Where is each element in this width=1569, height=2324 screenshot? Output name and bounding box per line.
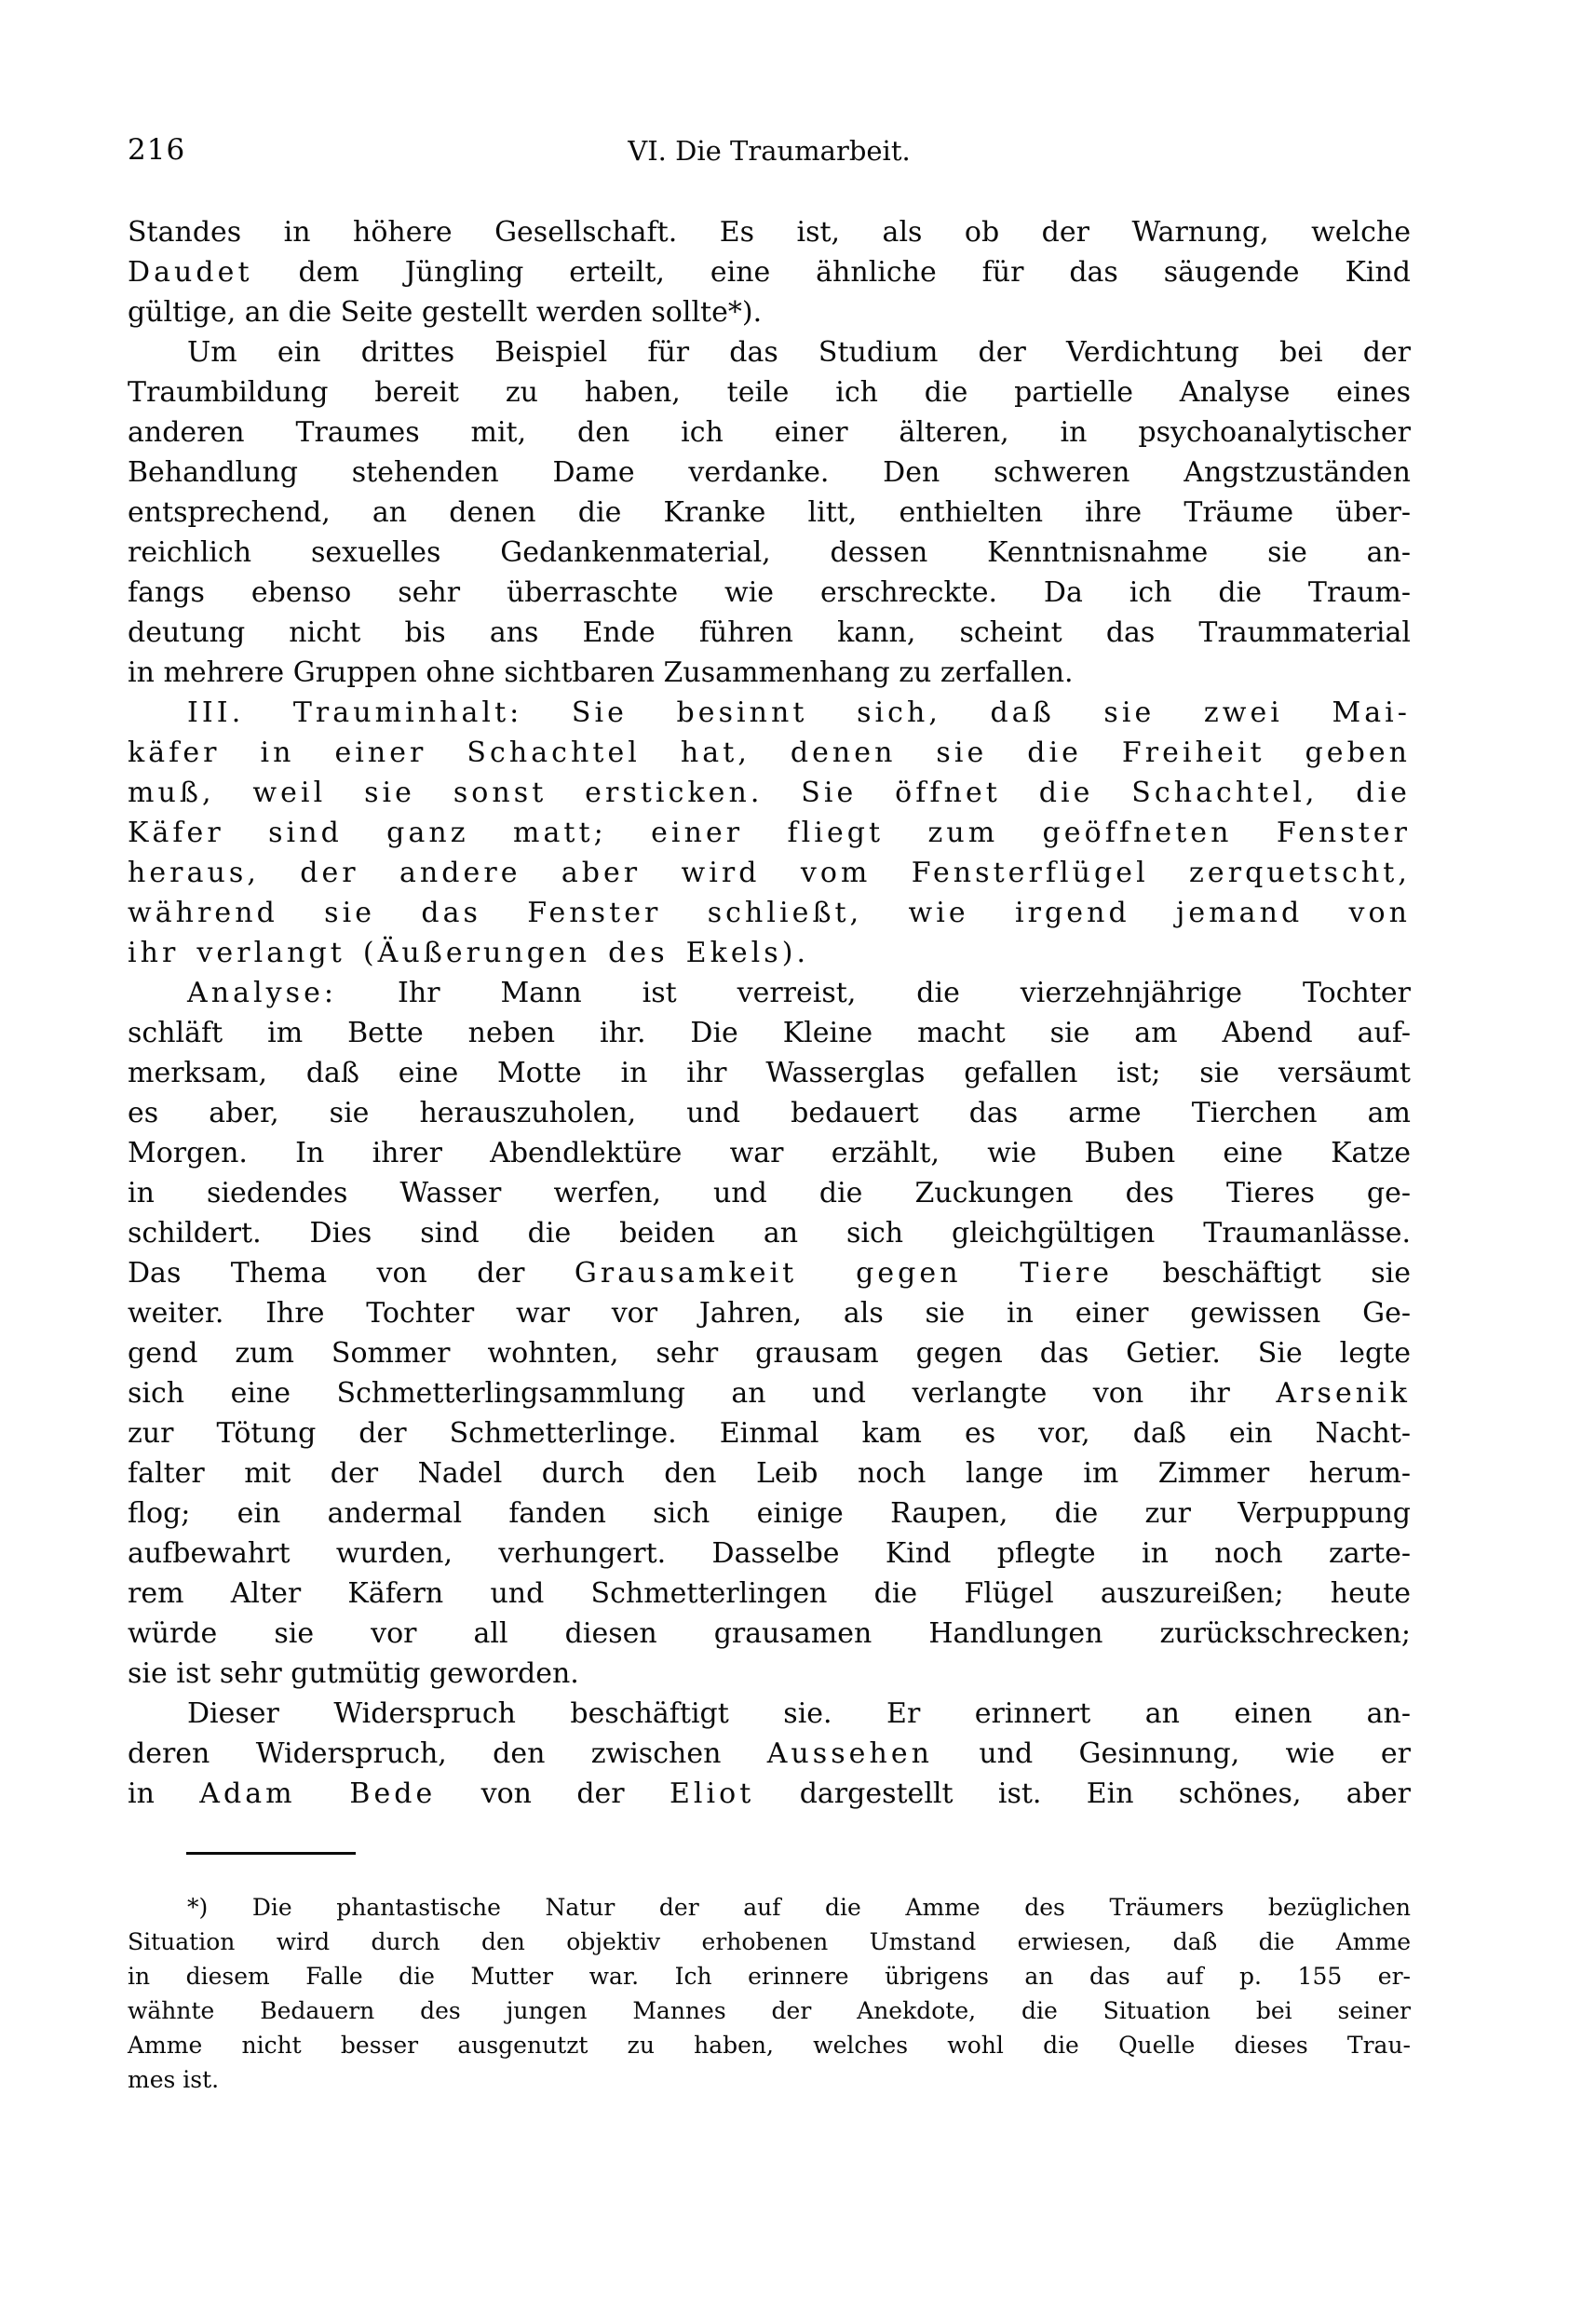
letterspaced-text-segment: III. Trauminhalt: Sie besinnt sich, daß sie zwei Mai- <box>187 696 1411 729</box>
footnote-separator <box>186 1852 356 1855</box>
text-segment: Morgen. In ihrer Abendlektüre war erzählt, wie Buben eine Katze <box>128 1137 1411 1169</box>
letterspaced-text-segment: Analyse: <box>187 977 338 1009</box>
text-line <box>128 252 1411 292</box>
text-segment: beschäftigt sie <box>1113 1257 1411 1290</box>
letterspaced-text-segment: Aussehen <box>766 1737 934 1770</box>
text-line <box>128 1133 1411 1173</box>
text-segment: und Gesinnung, wie er <box>933 1737 1411 1770</box>
text-line <box>128 212 1411 252</box>
text-segment: Behandlung stehenden Dame verdanke. Den schweren Angstzuständen <box>128 456 1411 489</box>
text-line <box>128 1654 1411 1694</box>
text-segment: gend zum Sommer wohnten, sehr grausam gegen das Getier. Sie legte <box>128 1337 1411 1370</box>
letterspaced-text-segment: Käfer sind ganz matt; einer fliegt zum geöffneten Fenster <box>128 817 1411 849</box>
text-line <box>128 493 1411 533</box>
text-line <box>128 613 1411 653</box>
text-line <box>128 693 1411 733</box>
text-segment: anderen Traumes mit, den ich einer älteren, in psychoanalytischer <box>128 416 1411 449</box>
letterspaced-text-segment: ihr verlangt (Äußerungen des Ekels). <box>128 937 810 969</box>
text-segment: Ihr Mann ist verreist, die vierzehnjährige Tochter <box>337 977 1411 1009</box>
text-line <box>128 733 1411 773</box>
text-segment: aufbewahrt wurden, verhungert. Dasselbe Kind pflegte in noch zarte- <box>128 1537 1411 1570</box>
text-line <box>128 1333 1411 1373</box>
letterspaced-text-segment: muß, weil sie sonst ersticken. Sie öffnet die Schachtel, die <box>128 777 1411 809</box>
text-segment: merksam, daß eine Motte in ihr Wasserglas gefallen ist; sie versäumt <box>128 1057 1411 1089</box>
text-segment: in diesem Falle die Mutter war. Ich erinnere übrigens an das auf p. 155 er- <box>128 1963 1411 1990</box>
text-line <box>128 653 1411 693</box>
text-line <box>128 1013 1411 1053</box>
text-segment: würde sie vor all diesen grausamen Handlungen zurückschrecken; <box>128 1617 1411 1650</box>
text-segment: flog; ein andermal fanden sich einige Raupen, die zur Verpuppung <box>128 1497 1411 1530</box>
text-segment: Standes in höhere Gesellschaft. Es ist, als ob der Warnung, welche <box>128 216 1411 249</box>
letterspaced-text-segment: während sie das Fenster schließt, wie irgend jemand von <box>128 897 1411 929</box>
text-line <box>128 1253 1411 1293</box>
letterspaced-text-segment: heraus, der andere aber wird vom Fensterflügel zerquetscht, <box>128 857 1411 889</box>
text-segment: von der <box>436 1777 670 1810</box>
text-line <box>128 1093 1411 1133</box>
text-line <box>128 973 1411 1013</box>
text-line <box>128 1774 1411 1814</box>
text-segment: *) Die phantastische Natur der auf die Amme des Träumers bezüglichen <box>187 1894 1411 1921</box>
text-line <box>128 933 1411 973</box>
text-segment: rem Alter Käfern und Schmetterlingen die Flügel auszureißen; heute <box>128 1577 1411 1610</box>
text-segment: Situation wird durch den objektiv erhobenen Umstand erwiesen, daß die Amme <box>128 1928 1411 1955</box>
letterspaced-text-segment: Daudet <box>128 256 253 289</box>
text-segment: fangs ebenso sehr überraschte wie erschreckte. Da ich die Traum- <box>128 576 1411 609</box>
text-segment: in mehrere Gruppen ohne sichtbaren Zusammenhang zu zerfallen. <box>128 656 1074 689</box>
text-segment: mes ist. <box>128 2066 220 2093</box>
text-segment: Amme nicht besser ausgenutzt zu haben, welches wohl die Quelle dieses Trau- <box>128 2032 1411 2059</box>
text-line <box>128 813 1411 853</box>
text-segment: es aber, sie herauszuholen, und bedauert das arme Tierchen am <box>128 1097 1411 1129</box>
text-segment: Um ein drittes Beispiel für das Studium der Verdichtung bei der <box>187 336 1411 369</box>
text-line <box>128 1534 1411 1574</box>
text-segment: weiter. Ihre Tochter war vor Jahren, als sie in einer gewissen Ge- <box>128 1297 1411 1330</box>
text-line <box>128 573 1411 613</box>
letterspaced-text-segment: Adam Bede <box>199 1777 437 1810</box>
text-segment: sie ist sehr gutmütig geworden. <box>128 1657 579 1690</box>
text-line <box>128 1574 1411 1614</box>
text-line <box>128 1890 1411 1925</box>
text-segment: gültige, an die Seite gestellt werden sollte*). <box>128 296 763 329</box>
text-line <box>128 853 1411 893</box>
letterspaced-text-segment: käfer in einer Schachtel hat, denen sie die Freiheit geben <box>128 736 1411 769</box>
text-line <box>128 2062 1411 2097</box>
text-line <box>128 533 1411 573</box>
text-segment: deren Widerspruch, den zwischen <box>128 1737 767 1770</box>
running-header: VI. Die Traumarbeit. <box>628 135 911 167</box>
text-line <box>128 1173 1411 1213</box>
text-segment: Dieser Widerspruch beschäftigt sie. Er erinnert an einen an- <box>187 1697 1411 1730</box>
text-segment: reichlich sexuelles Gedankenmaterial, dessen Kenntnisnahme sie an- <box>128 536 1411 569</box>
text-line <box>128 1614 1411 1654</box>
text-segment: zur Tötung der Schmetterlinge. Einmal kam es vor, daß ein Nacht- <box>128 1417 1411 1450</box>
text-line <box>128 773 1411 813</box>
text-line <box>128 1925 1411 1959</box>
text-segment: Das Thema von der <box>128 1257 575 1290</box>
text-line <box>128 1213 1411 1253</box>
text-line <box>128 1734 1411 1774</box>
text-segment: entsprechend, an denen die Kranke litt, enthielten ihre Träume über- <box>128 496 1411 529</box>
text-line <box>128 1053 1411 1093</box>
text-segment: in <box>128 1777 200 1810</box>
text-segment: schildert. Dies sind die beiden an sich gleichgültigen Traumanlässe. <box>128 1217 1411 1250</box>
page-number: 216 <box>128 133 186 167</box>
page-header <box>128 133 1411 170</box>
text-line <box>128 412 1411 453</box>
text-line <box>128 1694 1411 1734</box>
text-line <box>128 372 1411 412</box>
letterspaced-text-segment: Arsenik <box>1276 1377 1411 1410</box>
text-line <box>128 292 1411 332</box>
footnote <box>128 1890 1411 2097</box>
text-line <box>128 1293 1411 1333</box>
body-text <box>128 212 1411 1814</box>
text-segment: sich eine Schmetterlingsammlung an und verlangte von ihr <box>128 1377 1277 1410</box>
text-line <box>128 893 1411 933</box>
text-line <box>128 332 1411 372</box>
text-line <box>128 1373 1411 1413</box>
text-segment: schläft im Bette neben ihr. Die Kleine macht sie am Abend auf- <box>128 1017 1411 1049</box>
letterspaced-text-segment: Grausamkeit gegen Tiere <box>574 1257 1114 1290</box>
text-segment: deutung nicht bis ans Ende führen kann, scheint das Traummaterial <box>128 616 1411 649</box>
text-segment: in siedendes Wasser werfen, und die Zuckungen des Tieres ge- <box>128 1177 1411 1209</box>
text-line <box>128 1993 1411 2028</box>
text-line <box>128 453 1411 493</box>
text-line <box>128 1413 1411 1453</box>
text-segment: wähnte Bedauern des jungen Mannes der Anekdote, die Situation bei seiner <box>128 1997 1411 2024</box>
text-line <box>128 1453 1411 1493</box>
text-segment: dargestellt ist. Ein schönes, aber <box>754 1777 1411 1810</box>
text-segment: Traumbildung bereit zu haben, teile ich die partielle Analyse eines <box>128 376 1411 409</box>
text-line <box>128 1493 1411 1534</box>
letterspaced-text-segment: Eliot <box>669 1777 755 1810</box>
text-segment: dem Jüngling erteilt, eine ähnliche für das säugende Kind <box>252 256 1411 289</box>
text-line <box>128 1959 1411 1993</box>
text-line <box>128 2028 1411 2062</box>
text-segment: falter mit der Nadel durch den Leib noch lange im Zimmer herum- <box>128 1457 1411 1490</box>
